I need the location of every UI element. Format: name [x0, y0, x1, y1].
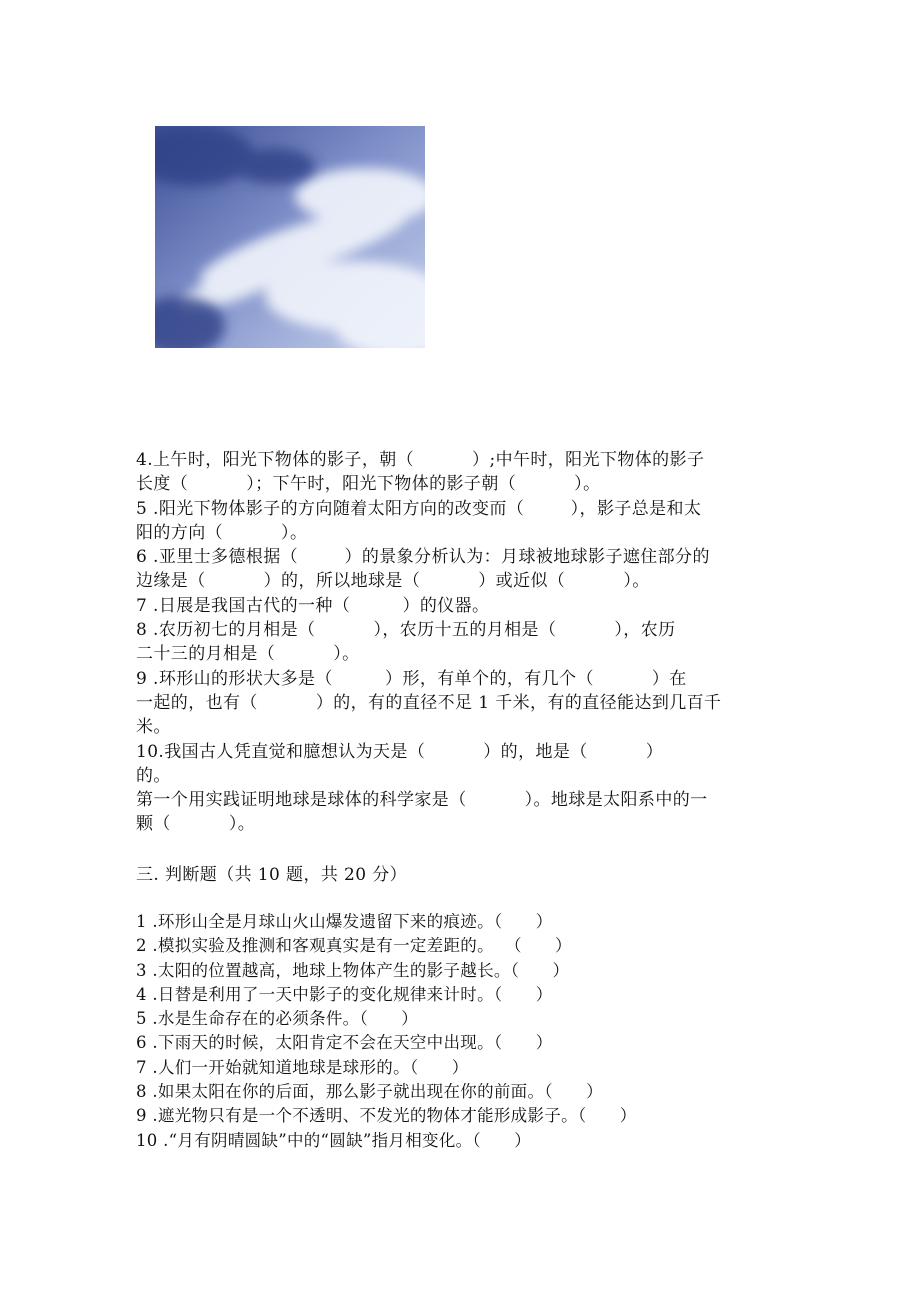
question-line: 5 .阳光下物体影子的方向随着太阳方向的改变而（ ），影子总是和太 — [136, 498, 702, 519]
fill-in-section — [136, 448, 786, 837]
judgment-item: 9 .遮光物只有是一个不透明、不发光的物体才能形成影子。（ ） — [136, 1106, 637, 1126]
question-line: 一起的，也有（ ）的，有的直径不足 1 千米，有的直径能达到几百千 — [136, 692, 722, 713]
judgment-item: 4 .日替是利用了一天中影子的变化规律来计时。（ ） — [136, 984, 553, 1004]
judgment-item: 3 .太阳的位置越高，地球上物体产生的影子越长。（ ） — [136, 960, 570, 980]
judgment-item: 10 .“月有阴晴圆缺”中的“圆缺”指月相变化。（ ） — [136, 1130, 532, 1150]
judgment-item: 5 .水是生命存在的必须条件。（ ） — [136, 1009, 419, 1029]
judgment-section — [136, 910, 786, 1153]
question-line: 第一个用实践证明地球是球体的科学家是（ ）。地球是太阳系中的一 — [136, 790, 708, 811]
question-line: 颗（ ）。 — [136, 814, 256, 835]
question-line: 6 .亚里士多德根据（ ）的景象分析认为：月球被地球影子遮住部分的 — [136, 547, 710, 568]
sky-cloud-image — [155, 126, 425, 348]
question-line: 10.我国古人凭直觉和臆想认为天是（ ）的，地是（ ） — [136, 741, 664, 762]
judgment-item: 8 .如果太阳在你的后面，那么影子就出现在你的前面。（ ） — [136, 1082, 603, 1102]
judgment-item: 6 .下雨天的时候，太阳肯定不会在天空中出现。（ ） — [136, 1033, 553, 1053]
question-line: 的。 — [136, 765, 171, 786]
section-heading: 三. 判断题（共 10 题，共 20 分） — [136, 865, 408, 885]
judgment-item: 1 .环形山全是月球山火山爆发遗留下来的痕迹。（ ） — [136, 912, 553, 931]
question-line: 二十三的月相是（ ）。 — [136, 644, 360, 665]
question-line: 7 .日展是我国古代的一种（ ）的仪器。 — [136, 595, 490, 616]
question-line: 长度（ ）；下午时，阳光下物体的影子朝（ ）。 — [136, 474, 601, 495]
judgment-item: 7 .人们一开始就知道地球是球形的。（ ） — [136, 1057, 469, 1077]
question-line: 边缘是（ ）的，所以地球是（ ）或近似（ ）。 — [136, 571, 650, 592]
question-line: 阳的方向（ ）。 — [136, 522, 308, 543]
question-line: 米。 — [136, 717, 171, 738]
question-line: 8 .农历初七的月相是（ ），农历十五的月相是（ ），农历 — [136, 620, 676, 641]
question-line: 4.上午时，阳光下物体的影子，朝（ ）;中午时，阳光下物体的影子 — [136, 450, 705, 470]
judgment-item: 2 .模拟实验及推测和客观真实是有一定差距的。 （ ） — [136, 936, 572, 956]
question-line: 9 .环形山的形状大多是（ ）形，有单个的，有几个（ ）在 — [136, 668, 687, 689]
